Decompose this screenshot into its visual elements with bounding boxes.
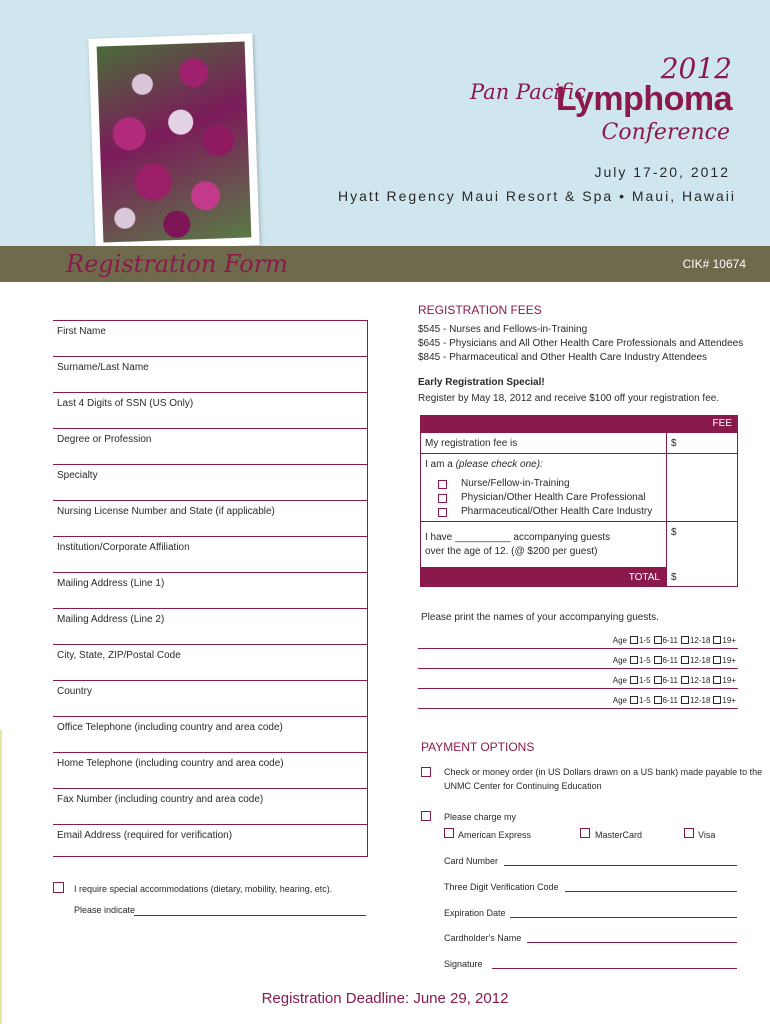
guest-age-row xyxy=(613,636,736,645)
conference-prefix: Pan Pacific xyxy=(470,80,586,104)
guests-fee-dollar: $ xyxy=(671,527,677,538)
check-one-text: (please check one): xyxy=(455,459,543,470)
age-option: 6-11 xyxy=(662,676,678,685)
field-label: Nursing License Number and State (if applicable) xyxy=(57,506,275,517)
field-label: Last 4 Digits of SSN (US Only) xyxy=(57,398,194,409)
field-nursing-license[interactable] xyxy=(53,500,367,536)
fee-table-header xyxy=(420,415,738,433)
payment-options-heading: PAYMENT OPTIONS xyxy=(421,740,535,754)
age-label: Age xyxy=(612,696,627,705)
field-label: Specialty xyxy=(57,470,98,481)
accommodations-indicate-label: Please indicate xyxy=(74,905,136,915)
total-dollar: $ xyxy=(671,572,677,583)
form-title: Registration Form xyxy=(66,250,288,278)
age-checkbox[interactable] xyxy=(713,656,721,664)
guests-instruction: Please print the names of your accompanying guests. xyxy=(421,612,659,623)
accommodations-label: I require special accommodations (dietary, mobility, hearing, etc). xyxy=(74,884,333,894)
check-payment-line-1: Check or money order (in US Dollars drawn on a US bank) made payable to the xyxy=(444,767,763,777)
mastercard-label: MasterCard xyxy=(595,830,643,840)
age-checkbox[interactable] xyxy=(630,676,638,684)
age-checkbox[interactable] xyxy=(630,696,638,704)
total-amount-input[interactable] xyxy=(682,570,734,586)
field-degree[interactable] xyxy=(53,428,367,464)
guest-age-row xyxy=(613,676,736,685)
cardholder-name-label: Cardholder's Name xyxy=(444,933,522,943)
field-label: First Name xyxy=(57,326,106,337)
age-option: 19+ xyxy=(722,656,736,665)
fee-line-industry: $845 - Pharmaceutical and Other Health Care Industry Attendees xyxy=(418,352,708,363)
age-option: 6-11 xyxy=(662,656,678,665)
field-label: Surname/Last Name xyxy=(57,362,149,373)
field-institution[interactable] xyxy=(53,536,367,572)
age-option: 1-5 xyxy=(638,676,651,685)
field-first-name[interactable] xyxy=(53,320,367,356)
field-country[interactable] xyxy=(53,680,367,716)
expiration-date-label: Expiration Date xyxy=(444,908,506,918)
guests-price-label: over the age of 12. (@ $200 per guest) xyxy=(425,546,598,557)
field-label: Mailing Address (Line 2) xyxy=(57,614,165,625)
my-fee-label: My registration fee is xyxy=(425,438,518,449)
my-fee-dollar: $ xyxy=(671,438,677,449)
checkbox-mastercard[interactable] xyxy=(580,828,590,838)
verification-code-label: Three Digit Verification Code xyxy=(444,882,559,892)
age-option: 6-11 xyxy=(662,636,678,645)
age-option: 12-18 xyxy=(689,696,711,705)
field-label: Office Telephone (including country and area code) xyxy=(57,722,283,733)
early-registration-text: Register by May 18, 2012 and receive $100 off your registration fee. xyxy=(418,393,720,404)
field-specialty[interactable] xyxy=(53,464,367,500)
fee-row-divider xyxy=(420,521,738,522)
checkbox-visa[interactable] xyxy=(684,828,694,838)
guest-name-line-2[interactable] xyxy=(418,668,738,669)
fee-column-label: FEE xyxy=(712,418,732,429)
guests-count-label: I have __________ accompanying guests xyxy=(425,532,611,543)
fee-row-divider xyxy=(420,453,738,454)
checkbox-nurse[interactable] xyxy=(438,480,447,489)
age-option: 12-18 xyxy=(689,676,711,685)
field-office-telephone[interactable] xyxy=(53,716,367,752)
i-am-label xyxy=(425,459,543,470)
field-label: Email Address (required for verification) xyxy=(57,830,233,841)
checkbox-industry[interactable] xyxy=(438,508,447,517)
age-option: 1-5 xyxy=(638,656,651,665)
signature-input[interactable] xyxy=(492,968,737,969)
my-fee-amount-input[interactable] xyxy=(682,436,734,452)
field-label: Institution/Corporate Affiliation xyxy=(57,542,190,553)
conference-name: Lymphoma xyxy=(555,80,732,118)
age-checkbox[interactable] xyxy=(713,636,721,644)
age-checkbox[interactable] xyxy=(630,656,638,664)
verification-code-input[interactable] xyxy=(565,891,737,892)
age-checkbox[interactable] xyxy=(630,636,638,644)
checkbox-american-express[interactable] xyxy=(444,828,454,838)
cik-number: CIK# 10674 xyxy=(682,257,746,271)
field-label: Fax Number (including country and area code) xyxy=(57,794,264,805)
age-checkbox[interactable] xyxy=(713,676,721,684)
field-label: Home Telephone (including country and area code) xyxy=(57,758,284,769)
option-physician-label: Physician/Other Health Care Professional xyxy=(461,492,646,503)
conference-venue: Hyatt Regency Maui Resort & Spa • Maui, Hawaii xyxy=(337,188,736,204)
checkbox-physician[interactable] xyxy=(438,494,447,503)
field-label: City, State, ZIP/Postal Code xyxy=(57,650,181,661)
age-option: 6-11 xyxy=(662,696,678,705)
accommodations-checkbox[interactable] xyxy=(53,882,64,893)
cardholder-name-input[interactable] xyxy=(527,942,737,943)
age-option: 19+ xyxy=(722,696,736,705)
checkbox-check-payment[interactable] xyxy=(421,767,431,777)
age-checkbox[interactable] xyxy=(654,696,662,704)
registration-deadline: Registration Deadline: June 29, 2012 xyxy=(261,990,509,1007)
american-express-label: American Express xyxy=(458,830,532,840)
personal-info-form xyxy=(53,320,368,857)
field-city-state-zip[interactable] xyxy=(53,644,367,680)
field-address-line-2[interactable] xyxy=(53,608,367,644)
field-label: Country xyxy=(57,686,93,697)
conference-suffix: Conference xyxy=(601,120,730,145)
registration-fees-heading: REGISTRATION FEES xyxy=(418,303,542,317)
age-checkbox[interactable] xyxy=(681,696,689,704)
age-checkbox[interactable] xyxy=(681,676,689,684)
age-label: Age xyxy=(612,656,627,665)
card-number-input[interactable] xyxy=(504,865,737,866)
age-checkbox[interactable] xyxy=(713,696,721,704)
orchid-lei-image xyxy=(97,41,252,242)
field-home-telephone[interactable] xyxy=(53,752,367,788)
guest-age-row xyxy=(613,656,736,665)
age-checkbox[interactable] xyxy=(654,636,662,644)
age-option: 12-18 xyxy=(689,656,711,665)
age-checkbox[interactable] xyxy=(681,636,689,644)
fee-line-nurses: $545 - Nurses and Fellows-in-Training xyxy=(418,324,588,335)
age-option: 19+ xyxy=(722,636,736,645)
age-checkbox[interactable] xyxy=(654,656,662,664)
conference-year: 2012 xyxy=(660,52,732,85)
field-label: Degree or Profession xyxy=(57,434,152,445)
expiration-date-input[interactable] xyxy=(510,917,737,918)
age-label: Age xyxy=(612,676,627,685)
field-ssn[interactable] xyxy=(53,392,367,428)
field-last-name[interactable] xyxy=(53,356,367,392)
page-edge-accent xyxy=(0,730,2,1024)
early-registration-title: Early Registration Special! xyxy=(418,377,545,388)
orchid-lei-photo xyxy=(88,33,259,251)
i-am-text: I am a xyxy=(425,459,453,470)
total-label: TOTAL xyxy=(628,572,660,583)
card-number-label: Card Number xyxy=(444,856,499,866)
field-fax-number[interactable] xyxy=(53,788,367,824)
guest-age-row xyxy=(613,696,736,705)
fee-line-physicians: $645 - Physicians and All Other Health Care Professionals and Attendees xyxy=(418,338,744,349)
age-option: 12-18 xyxy=(689,636,711,645)
age-label: Age xyxy=(612,636,627,645)
charge-card-label: Please charge my xyxy=(444,812,517,822)
field-address-line-1[interactable] xyxy=(53,572,367,608)
check-payment-line-2: UNMC Center for Continuing Education xyxy=(444,781,602,791)
age-option: 1-5 xyxy=(638,636,651,645)
conference-dates: July 17-20, 2012 xyxy=(594,164,730,180)
option-nurse-label: Nurse/Fellow-in-Training xyxy=(461,478,570,489)
age-checkbox[interactable] xyxy=(654,676,662,684)
fee-column-divider xyxy=(666,433,667,587)
guest-name-line-3[interactable] xyxy=(418,688,738,689)
field-email[interactable] xyxy=(53,824,367,860)
accommodations-input-line[interactable] xyxy=(134,915,366,916)
guest-name-line-1[interactable] xyxy=(418,648,738,649)
age-checkbox[interactable] xyxy=(681,656,689,664)
option-industry-label: Pharmaceutical/Other Health Care Industry xyxy=(461,506,653,517)
checkbox-charge-card[interactable] xyxy=(421,811,431,821)
field-label: Mailing Address (Line 1) xyxy=(57,578,165,589)
age-option: 1-5 xyxy=(638,696,651,705)
visa-label: Visa xyxy=(698,830,716,840)
guest-name-line-4[interactable] xyxy=(418,708,738,709)
age-option: 19+ xyxy=(722,676,736,685)
signature-label: Signature xyxy=(444,959,483,969)
